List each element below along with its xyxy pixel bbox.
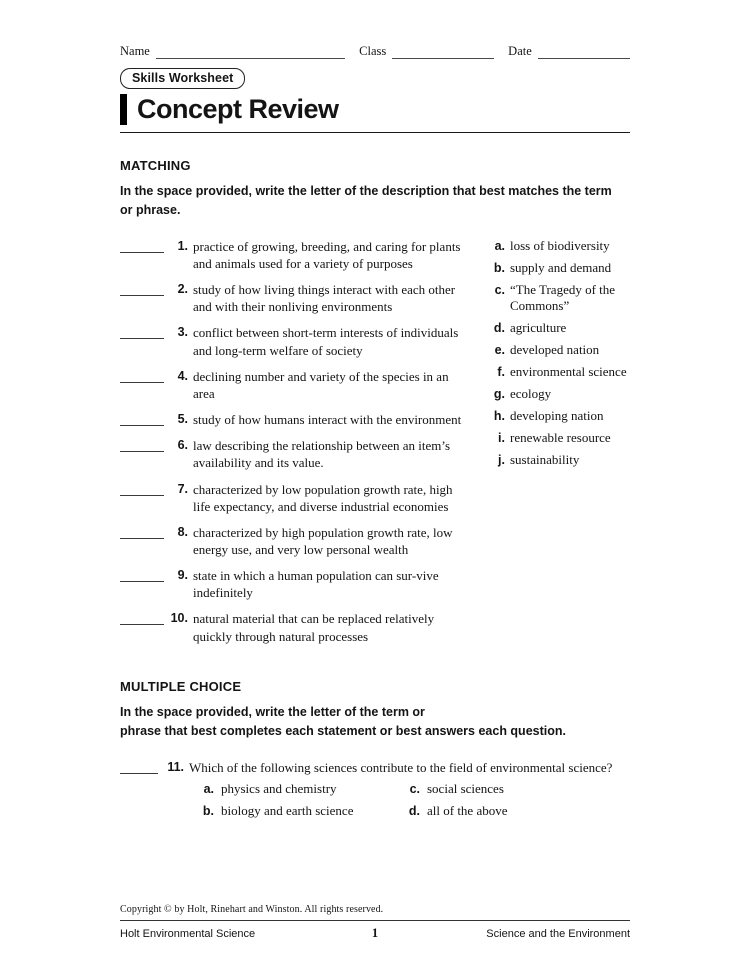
choice-text: all of the above (427, 802, 508, 818)
question-text: Which of the following sciences contribute to the field of environmental science? (189, 759, 613, 775)
item-number: 4. (177, 368, 188, 383)
term-text: loss of biodiversity (510, 237, 610, 253)
item-text: conflict between short-term interests of individuals and long-term welfare of society (193, 325, 459, 358)
skills-worksheet-badge: Skills Worksheet (120, 68, 245, 89)
class-label: Class (359, 44, 387, 58)
choice-text: biology and earth science (221, 802, 354, 818)
term-item (490, 282, 630, 316)
term-text: renewable resource (510, 429, 611, 445)
item-text: declining number and variety of the species in an area (193, 368, 449, 401)
choice-letter: b. (202, 803, 214, 818)
answer-blank (120, 524, 164, 539)
answer-choice (406, 781, 630, 798)
term-item (490, 430, 630, 447)
term-text: developing nation (510, 407, 604, 423)
footer-chapter-title: Science and the Environment (486, 928, 630, 940)
term-letter: a. (494, 238, 505, 253)
term-letter: g. (493, 387, 505, 402)
term-item (490, 260, 630, 277)
choice-letter: d. (408, 803, 420, 818)
mc-instructions-line2: phrase that best completes each statement or best answers each question. (120, 724, 566, 739)
matching-item (120, 610, 472, 644)
mc-question (120, 759, 630, 820)
date-label: Date (508, 44, 532, 58)
answer-choices (200, 781, 630, 820)
term-item (490, 238, 630, 255)
answer-choice (200, 803, 406, 820)
term-letter: j. (498, 452, 505, 467)
term-letter: c. (494, 282, 505, 297)
answer-blank (120, 437, 164, 452)
answer-choice (200, 781, 406, 798)
name-blank (156, 44, 345, 59)
question-number: 11. (167, 759, 184, 774)
matching-item (120, 324, 472, 358)
class-blank (392, 44, 494, 59)
footer-book-title: Holt Environmental Science (120, 928, 256, 940)
item-number: 3. (177, 325, 188, 340)
answer-blank (120, 759, 158, 774)
choice-letter: a. (203, 781, 214, 796)
item-text: practice of growing, breeding, and caring for plants and animals used for a variety of purposes (193, 238, 461, 271)
matching-instructions: In the space provided, write the letter of the description that best matches the term or phrase. (120, 184, 612, 218)
item-text: characterized by low population growth rate, high life expectancy, and diverse industrial economies (193, 481, 453, 514)
matching-item (120, 437, 472, 471)
item-number: 5. (177, 412, 188, 427)
term-letter: h. (493, 408, 505, 423)
term-text: environmental science (510, 364, 627, 380)
choice-text: physics and chemistry (221, 780, 337, 796)
answer-blank (120, 411, 164, 426)
term-text: ecology (510, 386, 552, 402)
term-item (490, 364, 630, 381)
name-label: Name (120, 44, 150, 58)
term-letter: b. (493, 260, 505, 275)
answer-choice (406, 803, 630, 820)
item-number: 7. (177, 481, 188, 496)
page-number: 1 (371, 926, 379, 940)
item-text: study of how humans interact with the environment (193, 412, 462, 428)
item-number: 6. (177, 438, 188, 453)
item-text: study of how living things interact with each other and with their nonliving environments (193, 282, 456, 315)
answer-blank (120, 238, 164, 253)
matching-item (120, 238, 472, 272)
multiple-choice-instructions (120, 703, 630, 742)
answer-blank (120, 281, 164, 296)
term-text: agriculture (510, 320, 567, 336)
term-text: “The Tragedy of the Commons” (510, 281, 616, 314)
item-text: law describing the relationship between an item’s availability and its value. (193, 438, 451, 471)
answer-blank (120, 610, 164, 625)
answer-blank (120, 368, 164, 383)
term-item (490, 320, 630, 337)
item-text: natural material that can be replaced relatively quickly through natural processes (193, 611, 435, 644)
page-title: Concept Review (120, 94, 630, 125)
copyright-text: Copyright © by Holt, Rinehart and Winston. All rights reserved. (120, 904, 384, 915)
footer-row (120, 921, 630, 941)
matching-item (120, 481, 472, 515)
worksheet-body (120, 68, 630, 819)
matching-item (120, 281, 472, 315)
choice-text: social sciences (427, 780, 504, 796)
item-number: 2. (177, 282, 188, 297)
multiple-choice-heading: MULTIPLE CHOICE (120, 678, 242, 694)
term-item (490, 342, 630, 359)
term-letter: d. (493, 321, 505, 336)
matching-item (120, 411, 472, 428)
term-text: sustainability (510, 451, 580, 467)
answer-blank (120, 481, 164, 496)
mc-instructions-line1: In the space provided, write the letter of the term or (120, 704, 425, 719)
matching-terms-column (472, 238, 630, 654)
item-number: 8. (177, 524, 188, 539)
choice-letter: c. (409, 781, 420, 796)
matching-items-column (120, 238, 472, 654)
term-text: developed nation (510, 342, 600, 358)
term-item (490, 386, 630, 403)
matching-heading: MATCHING (120, 158, 191, 174)
term-letter: f. (497, 365, 505, 380)
answer-blank (120, 567, 164, 582)
matching-item (120, 567, 472, 601)
term-item (490, 452, 630, 469)
matching-item (120, 368, 472, 402)
date-blank (538, 44, 630, 59)
matching-section (120, 238, 630, 654)
item-number: 1. (177, 238, 188, 253)
item-number: 9. (177, 568, 188, 583)
title-divider (120, 132, 630, 133)
answer-blank (120, 324, 164, 339)
term-letter: e. (494, 343, 505, 358)
term-letter: i. (498, 430, 505, 445)
header-fields (120, 44, 630, 59)
page-footer (120, 904, 630, 941)
item-text: state in which a human population can sur-vive indefinitely (193, 568, 439, 601)
matching-item (120, 524, 472, 558)
term-item (490, 408, 630, 425)
item-text: characterized by high population growth rate, low energy use, and very low personal wealth (193, 524, 453, 557)
term-text: supply and demand (510, 259, 612, 275)
multiple-choice-questions (120, 759, 630, 820)
item-number: 10. (170, 611, 188, 626)
